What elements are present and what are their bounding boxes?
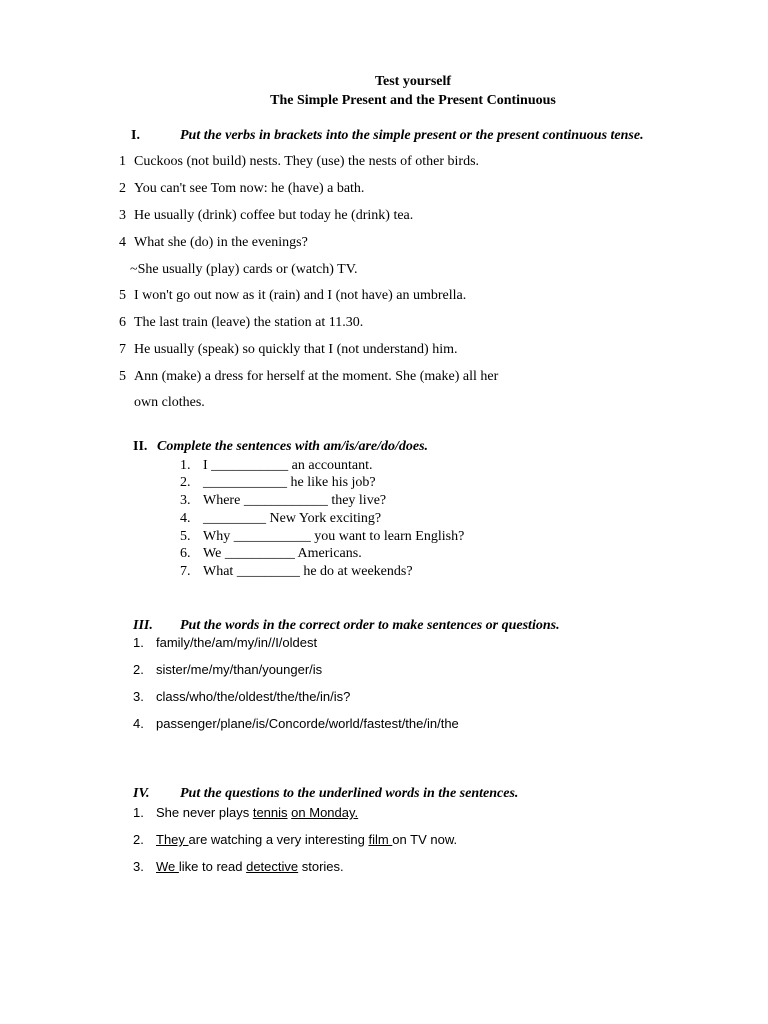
s2-blank: _________ [203, 511, 270, 526]
s4-item-num: 3. [133, 859, 144, 874]
s1-item-num: 3 [119, 208, 126, 223]
s4-item-sentence [156, 858, 344, 876]
section-1-instruction: Put the verbs in brackets into the simple present or the present continuous tense. [180, 128, 644, 143]
s2-item [203, 545, 362, 563]
s1-item-text: Cuckoos (not build) nests. They (use) the nests of other birds. [134, 154, 480, 169]
s1-item-num: 1 [119, 154, 126, 169]
s2-blank: _________ [236, 564, 304, 579]
s2-item [203, 528, 464, 546]
s2-blank: ____________ [203, 475, 291, 490]
s1-item-num: 5 [119, 288, 126, 303]
s2-item-before: Why [203, 529, 234, 544]
s2-blank: __________ [224, 546, 298, 561]
s1-item-text: ~She usually (play) cards or (watch) TV. [130, 262, 358, 277]
s3-item-text: passenger/plane/is/Concorde/world/fastest/the/in/the [156, 716, 459, 731]
s1-item-text: Ann (make) a dress for herself at the moment. She (make) all her [134, 369, 499, 384]
s3-item-text: family/the/am/my/in//I/oldest [156, 635, 318, 650]
s2-blank: ___________ [211, 458, 292, 473]
s2-item [203, 474, 376, 492]
s2-item-num: 5. [180, 529, 191, 544]
s2-item-after: Americans. [297, 546, 362, 561]
s2-item-after: he do at weekends? [303, 564, 413, 579]
s4-underlined-word: They [156, 832, 189, 847]
s4-text: stories. [298, 859, 344, 874]
s2-item [203, 563, 413, 581]
s1-item-num: 5 [119, 369, 126, 384]
s2-item-num: 1. [180, 458, 191, 473]
page-title: Test yourself [374, 74, 452, 89]
s4-text: are watching a very interesting [188, 832, 369, 847]
s1-item-text: own clothes. [134, 395, 205, 410]
s1-item-num: 2 [119, 181, 126, 196]
s1-item-num: 6 [119, 315, 126, 330]
s4-item-sentence [156, 831, 457, 849]
s2-blank: ____________ [243, 493, 332, 508]
s1-item-num: 4 [119, 235, 126, 250]
section-3-number: III. [133, 618, 153, 633]
s4-item-num: 1. [133, 805, 144, 820]
s4-underlined-word: tennis [252, 805, 288, 820]
s4-item-sentence [156, 804, 358, 822]
s2-item-num: 7. [180, 564, 191, 579]
s3-item-text: class/who/the/oldest/the/the/in/is? [156, 689, 351, 704]
s2-item [203, 510, 381, 528]
s2-item-before: I [203, 458, 212, 473]
s1-item-text: He usually (speak) so quickly that I (not understand) him. [134, 342, 458, 357]
s2-item [203, 492, 386, 510]
s1-item-text: You can't see Tom now: he (have) a bath. [134, 181, 365, 196]
s2-item-num: 3. [180, 493, 191, 508]
s3-item-text: sister/me/my/than/younger/is [156, 662, 323, 677]
section-2-instruction: Complete the sentences with am/is/are/do/does. [157, 439, 429, 454]
s1-item-text: What she (do) in the evenings? [134, 235, 308, 250]
s2-item-after: he like his job? [290, 475, 376, 490]
s2-item-num: 6. [180, 546, 191, 561]
s1-item-text: I won't go out now as it (rain) and I (not have) an umbrella. [134, 288, 467, 303]
s2-item-before: We [203, 546, 225, 561]
s2-blank: ___________ [233, 529, 315, 544]
s4-text: She never plays [156, 805, 253, 820]
s1-item-text: He usually (drink) coffee but today he (drink) tea. [134, 208, 414, 223]
s2-item-after: New York exciting? [269, 511, 382, 526]
s2-item-before: Where [203, 493, 244, 508]
section-4-instruction: Put the questions to the underlined words in the sentences. [180, 786, 519, 801]
s3-item-num: 1. [133, 635, 144, 650]
section-4-number: IV. [133, 786, 150, 801]
section-1-number: I. [131, 128, 140, 143]
s2-item-after: an accountant. [291, 458, 373, 473]
s2-item [203, 457, 373, 475]
s3-item-num: 2. [133, 662, 144, 677]
s2-item-after: they live? [331, 493, 387, 508]
s4-item-num: 2. [133, 832, 144, 847]
s2-item-after: you want to learn English? [314, 529, 465, 544]
s4-underlined-word: on Monday. [291, 805, 359, 820]
s2-item-before: What [203, 564, 237, 579]
s4-underlined-word: film [368, 832, 393, 847]
s1-item-text: The last train (leave) the station at 11.30. [134, 315, 364, 330]
s3-item-num: 3. [133, 689, 144, 704]
s4-underlined-word: detective [246, 859, 299, 874]
section-2-number: II. [133, 439, 148, 454]
s2-item-num: 2. [180, 475, 191, 490]
section-3-instruction: Put the words in the correct order to make sentences or questions. [180, 618, 560, 633]
s3-item-num: 4. [133, 716, 144, 731]
s4-text: on TV now. [392, 832, 458, 847]
s4-underlined-word: We [156, 859, 179, 874]
s4-text: like to read [178, 859, 247, 874]
s2-item-num: 4. [180, 511, 191, 526]
page-subtitle: The Simple Present and the Present Continuous [270, 93, 556, 108]
s1-item-num: 7 [119, 342, 126, 357]
